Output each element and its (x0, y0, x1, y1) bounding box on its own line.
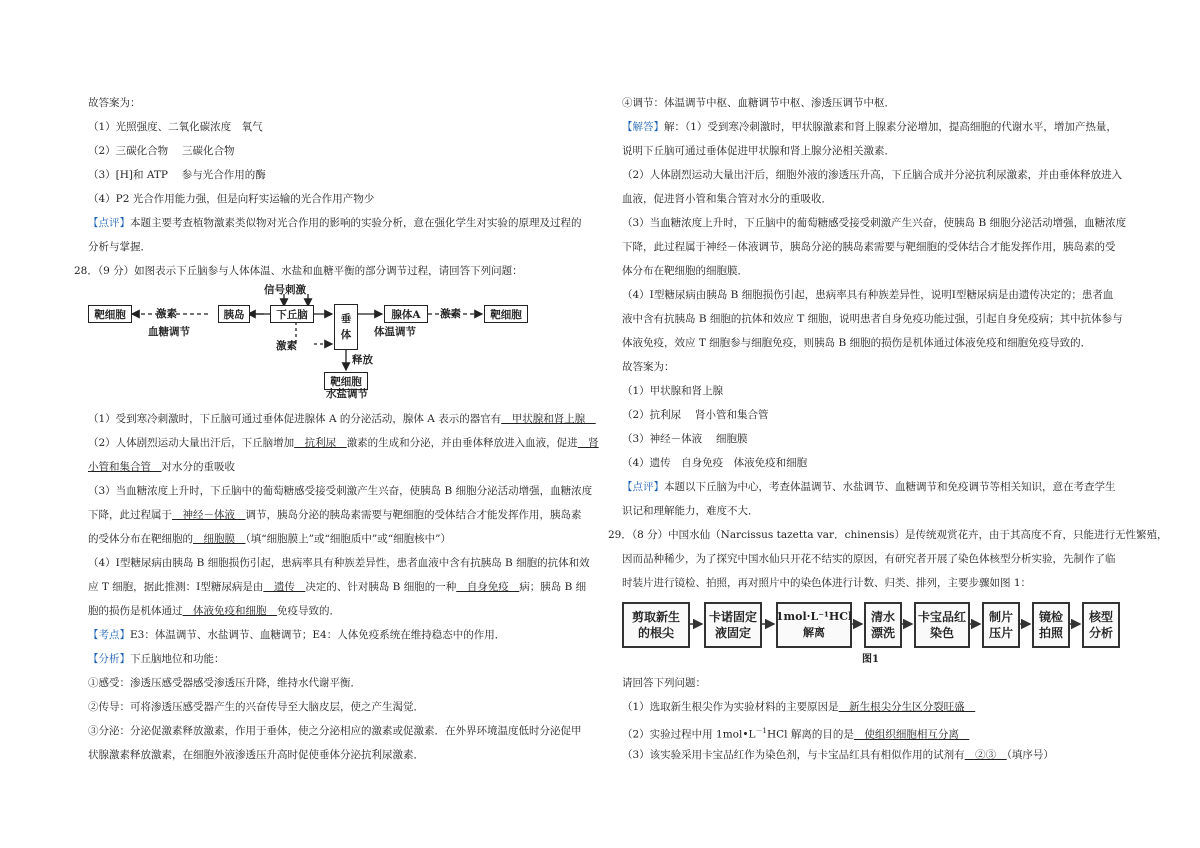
signal-label: 信号刺激 (264, 284, 306, 296)
answer-blank: 小管和集合管 (88, 461, 162, 473)
hypothalamus-box: 下丘脑 (270, 305, 314, 323)
jieda-10: 体液免疫，效应 T 细胞参与细胞免疫，则胰岛 B 细胞的损伤是机体通过体液免疫和细胞免疫导致的． (622, 337, 1092, 349)
answer-blank: 神经－体液 (172, 509, 246, 521)
answer-blank: 体液免疫和细胞 (182, 605, 277, 617)
jieda-2: 说明下丘脑可通过垂体促进甲状腺和肾上腺分泌相关激素． (622, 145, 895, 157)
comment-text: 本题主要考查植物激素类似物对光合作用的影响的实验分析，意在强化学生对实验的原理及过程的 (130, 217, 582, 229)
fenxi-4: ④调节：体温调节中枢、血糖调节中枢、渗透压调节中枢． (622, 97, 895, 109)
target-cell-right: 靶细胞 (484, 305, 528, 323)
figure-caption: 图1 (862, 654, 879, 665)
experiment-flowchart (622, 600, 1122, 666)
step-cut-root-tip: 剪取新生 的根尖 (622, 602, 690, 648)
q28-part2: （2）人体剧烈运动大量出汗后，下丘脑增加 抗利尿 激素的生成和分泌，并由垂体释放进入血液，促进 肾 (88, 437, 599, 449)
answer-3: （3）[H]和 ATP 参与光合作用的酶 (88, 169, 266, 181)
fenxi-1: ①感受：渗透压感受器感受渗透压升降，维持水代谢平衡． (88, 677, 361, 689)
answer-blank: 遗传 (263, 581, 306, 593)
jieda-4: 血液，促进肾小管和集合管对水分的重吸收． (622, 193, 832, 205)
fenxi-line: 【分析】下丘脑地位和功能： (88, 653, 225, 665)
answer-blank: 肾 (577, 437, 599, 449)
answer-blank: 自身免疫 (456, 581, 520, 593)
answer-28-2: （2）抗利尿 肾小管和集合管 (622, 409, 769, 421)
answer-28-3: （3）神经－体液 细胞膜 (622, 433, 748, 445)
q28-part3-cont: 下降，此过程属于 神经－体液 调节，胰岛分泌的胰岛素需要与靶细胞的受体结合才能发挥作用，胰岛素 (88, 509, 582, 521)
q28-part4: （4）Ⅰ型糖尿病由胰岛 B 细胞损伤引起，患病率具有种族差异性，患者血液中含有抗胰岛 B 细胞的抗体和效 (88, 557, 590, 569)
water-salt-label: 水盐调节 (326, 388, 368, 400)
question-28: 28．（9 分）如图表示下丘脑参与人体体温、水盐和血糖平衡的部分调节过程，请回答下列问题： (74, 265, 523, 277)
kaodian-tag: 【考点】 (88, 629, 130, 641)
jieda-3: （2）人体剧烈运动大量出汗后，细胞外液的渗透压升高，下丘脑合成并分泌抗利尿激素，并由垂体释放进入 (622, 169, 1123, 181)
answer-2: （2）三碳化合物 三碳化合物 (88, 145, 235, 157)
answer-blank: 细胞膜 (193, 533, 246, 545)
islet-box: 胰岛 (218, 305, 250, 323)
comment-line-2: 【点评】本题以下丘脑为中心，考查体温调节、水盐调节、血糖调节和免疫调节等相关知识，意在考查学生 (622, 481, 1116, 493)
pituitary-box: 垂 体 (334, 304, 358, 350)
q28-part3: （3）当血糖浓度上升时，下丘脑中的葡萄糖感受接受刺激产生兴奋，使胰岛 B 细胞分泌活动增强，血糖浓度 (88, 485, 593, 497)
q29-part2: （2）实验过程中用 $1mol•L^{-1}HCl$ 解离的目的是 使组织细胞相互分离 (622, 727, 970, 741)
answer-28-1: （1）甲状腺和肾上腺 (622, 385, 724, 397)
jieda-5: （3）当血糖浓度上升时，下丘脑中的葡萄糖感受接受刺激产生兴奋，使胰岛 B 细胞分泌活动增强，血糖浓度 (622, 217, 1127, 229)
answer-blank: 新生根尖分生区分裂旺盛 (838, 701, 976, 713)
answer-blank: 使组织细胞相互分离 (853, 728, 970, 741)
gland-a-box: 腺体A (384, 305, 428, 323)
step-microscope: 镜检 拍照 (1032, 602, 1070, 648)
q28-part3-cont2: 的受体分布在靶细胞的 细胞膜 （填“细胞膜上”或“细胞质中”或“细胞核中”） (88, 533, 451, 545)
fenxi-2: ②传导：可将渗透压感受器产生的兴奋传导至大脑皮层，使之产生渴觉． (88, 701, 424, 713)
question-29-cont: 因而品种稀少，为了探究中国水仙只开花不结实的原因，有研究者开展了染色体核型分析实验，先制作了临 (622, 553, 1116, 565)
fenxi-tag: 【分析】 (88, 653, 130, 665)
jieda-6: 下降，此过程属于神经－体液调节，胰岛分泌的胰岛素需要与靶细胞的受体结合才能发挥作用，胰岛素的受 (622, 241, 1116, 253)
step-dissociate: 1mol·L⁻¹HCl 解离 (776, 602, 852, 648)
fenxi-3-cont: 状腺激素释放激素，在细胞外液渗透压升高时促使垂体分泌抗利尿激素． (88, 749, 424, 761)
jieda-line: 【解答】解：（1）受到寒冷刺激时，甲状腺激素和肾上腺素分泌增加，提高细胞的代谢水平，增加产热量， (622, 121, 1117, 133)
right-column (608, 0, 1168, 848)
jieda-9: 液中含有抗胰岛 B 细胞的抗体和效应 T 细胞，说明患者自身免疫功能过强，引起自身免疫病；其中抗体参与 (622, 313, 1123, 325)
answer-blank: ②③ (964, 749, 1007, 761)
hormone-label-right: 激素 (440, 308, 461, 320)
jieda-8: （4）Ⅰ型糖尿病由胰岛 B 细胞损伤引起，患病率具有种族差异性，说明Ⅰ型糖尿病是由遗传决定的；患者血 (622, 289, 1114, 301)
answer-blank: 甲状腺和肾上腺 (501, 413, 596, 425)
temperature-label: 体温调节 (374, 326, 416, 338)
q29-part1: （1）选取新生根尖作为实验材料的主要原因是 新生根尖分生区分裂旺盛 (622, 701, 976, 713)
answer-blank: 抗利尿 (294, 437, 347, 449)
step-fix: 卡诺固定 液固定 (704, 602, 762, 648)
q28-part4-cont2: 胞的损伤是机体通过 体液免疫和细胞 免疫导致的． (88, 605, 340, 617)
q28-part4-cont: 应 T 细胞，据此推测：Ⅰ型糖尿病是由 遗传 决定的、针对胰岛 B 细胞的一种 自身免疫 病；胰岛 B 细 (88, 581, 587, 593)
comment-text-2: 分析与掌握． (88, 241, 151, 253)
left-column (74, 0, 599, 848)
answer-heading-2: 故答案为： (622, 361, 675, 373)
answer-heading: 故答案为： (88, 97, 141, 109)
target-cell-bottom: 靶细胞 (324, 372, 368, 390)
jieda-tag: 【解答】 (622, 121, 664, 133)
answer-28-4: （4）遗传 自身免疫 体液免疫和细胞 (622, 457, 808, 469)
comment-tag-2: 【点评】 (622, 481, 664, 493)
fenxi-3: ③分泌：分泌促激素释放激素，作用于垂体，使之分泌相应的激素或促激素．在外界环境温度低时分泌促甲 (88, 725, 582, 737)
q29-part3: （3）该实验采用卡宝品红作为染色剂，与卡宝品红具有相似作用的试剂有 ②③ （填序号） (622, 749, 1054, 761)
diagram-arrows (88, 280, 548, 400)
kaodian-line: 【考点】E3：体温调节、水盐调节、血糖调节；E4：人体免疫系统在维持稳态中的作用． (88, 629, 506, 641)
step-squash: 制片 压片 (982, 602, 1020, 648)
hormone-label-left: 激素 (156, 308, 177, 320)
question-29-cont2: 时装片进行镜检、拍照，再对照片中的染色体进行计数、归类、排列，主要步骤如图 1： (622, 577, 1032, 589)
comment-line (88, 216, 582, 230)
step-karyotype: 核型 分析 (1082, 602, 1120, 648)
blood-sugar-label: 血糖调节 (148, 326, 190, 338)
comment-tag: 【点评】 (88, 217, 130, 229)
regulation-diagram (88, 280, 548, 400)
instructions: 请回答下列问题： (622, 677, 706, 689)
step-stain: 卡宝品红 染色 (914, 602, 970, 648)
q28-part1: （1）受到寒冷刺激时，下丘脑可通过垂体促进腺体 A 的分泌活动，腺体 A 表示的器官有 甲状腺和肾上腺 (88, 413, 596, 425)
answer-4: （4）P2 光合作用能力强，但是向籽实运输的光合作用产物少 (88, 193, 375, 205)
step-rinse: 清水 漂洗 (864, 602, 902, 648)
q28-part2-cont: 小管和集合管 对水分的重吸收 (88, 461, 235, 473)
target-cell-left: 靶细胞 (88, 305, 132, 323)
answer-1: （1）光照强度、二氧化碳浓度 氧气 (88, 121, 263, 133)
jieda-7: 体分布在靶细胞的细胞膜． (622, 265, 748, 277)
release-label: 释放 (352, 354, 373, 366)
hormone-label-mid: 激素 (276, 340, 297, 352)
comment-2-cont: 识记和理解能力，难度不大． (622, 505, 759, 517)
question-29: 29．（8 分）中国水仙（Narcissus tazetta var．chinensis）是传统观赏花卉，由于其高度不育，只能进行无性繁殖， (608, 529, 1168, 541)
